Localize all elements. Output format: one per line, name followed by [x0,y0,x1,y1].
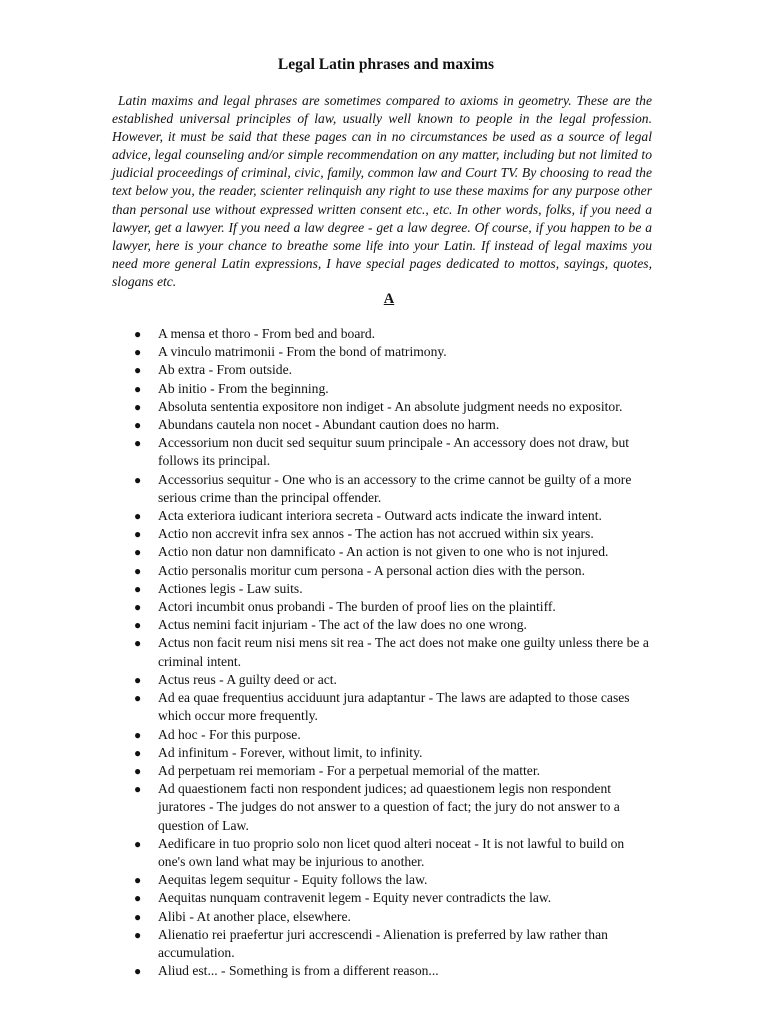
list-item [134,562,652,580]
bullet-icon: ● [134,836,142,851]
list-item [134,434,652,470]
list-item [134,671,652,689]
list-item-text: Aliud est... - Something is from a different reason... [158,963,439,979]
bullet-icon: ● [134,618,142,633]
list-item-text: Actus non facit reum nisi mens sit rea - The act does not make one guilty unless there be a criminal intent. [158,635,649,669]
list-item-text: Ad hoc - For this purpose. [158,726,301,742]
list-item [134,889,652,907]
list-item [134,598,652,616]
list-item [134,361,652,379]
list-item-text: Aequitas legem sequitur - Equity follows the law. [158,872,428,888]
list-item-text: Actus reus - A guilty deed or act. [158,671,337,687]
list-item-text: Actio non accrevit infra sex annos - The action has not accrued within six years. [158,526,594,542]
bullet-icon: ● [134,327,142,342]
list-item [134,871,652,889]
list-item [134,398,652,416]
list-item-text: A mensa et thoro - From bed and board. [158,326,376,342]
list-item [134,689,652,725]
bullet-icon: ● [134,763,142,778]
bullet-icon: ● [134,563,142,578]
list-item [134,325,652,343]
bullet-icon: ● [134,964,142,979]
list-item [134,416,652,434]
list-item-text: Actio personalis moritur cum persona - A personal action dies with the person. [158,562,585,578]
bullet-icon: ● [134,363,142,378]
list-item [134,543,652,561]
bullet-icon: ● [134,545,142,560]
document-title: Legal Latin phrases and maxims [277,56,495,73]
bullet-icon: ● [134,509,142,524]
bullet-icon: ● [134,527,142,542]
list-item-text: Ad quaestionem facti non respondent judices; ad quaestionem legis non respondent juratores - The judges do not answer to a question of fact; the jury do not answer to a question of Law. [158,781,620,833]
list-item [134,726,652,744]
list-item-text: Absoluta sententia expositore non indiget - An absolute judgment needs no expositor. [158,398,623,414]
list-item-text: Actus nemini facit injuriam - The act of the law does no one wrong. [158,617,527,633]
bullet-icon: ● [134,399,142,414]
bullet-icon: ● [134,873,142,888]
bullet-icon: ● [134,672,142,687]
list-item-text: Ad ea quae frequentius acciduunt jura adaptantur - The laws are adapted to those cases which occur more frequently. [158,690,630,724]
list-item [134,343,652,361]
list-item-text: Ad infinitum - Forever, without limit, to infinity. [158,744,423,760]
bullet-icon: ● [134,636,142,651]
bullet-icon: ● [134,418,142,433]
list-item-text: Actio non datur non damnificato - An action is not given to one who is not injured. [158,544,609,560]
bullet-icon: ● [134,909,142,924]
list-item-text: Actori incumbit onus probandi - The burden of proof lies on the plaintiff. [158,599,556,615]
list-item-text: A vinculo matrimonii - From the bond of matrimony. [158,344,447,360]
list-item-text: Accessorium non ducit sed sequitur suum principale - An accessory does not draw, but follows its principal. [158,435,630,469]
list-item [134,780,652,835]
list-item [134,744,652,762]
bullet-icon: ● [134,727,142,742]
list-item [134,762,652,780]
list-item-text: Alienatio rei praefertur juri accrescendi - Alienation is preferred by law rather than accumulation. [158,926,608,960]
list-item-text: Actiones legis - Law suits. [158,580,303,596]
list-item [134,507,652,525]
list-item [134,380,652,398]
list-item [134,908,652,926]
list-item-text: Aequitas nunquam contravenit legem - Equity never contradicts the law. [158,890,552,906]
list-item [134,835,652,871]
intro-paragraph: Latin maxims and legal phrases are sometimes compared to axioms in geometry. These are the established universal principles of law, usually well known to people in the legal profession. However, it must be said that these pages can in no circumstances be used as a source of legal advice, legal counseling and/or simple recommendation on any matter, including but not limited to judicial proceedings of criminal, civic, family, common law and Court TV. By choosing to read the text below you, the reader, scienter relinquish any right to use these maxims for any purpose other than personal use without expressed written consent etc., etc. In other words, folks, if you need a lawyer, get a lawyer. If you need a law degree - get a law degree. Of course, if you happen to be a lawyer, here is your chance to breathe some life into your Latin. If instead of legal maxims you need more general Latin expressions, I have special pages dedicated to mottos, sayings, quotes, slogans etc. [112,93,652,289]
list-item-text: Alibi - At another place, elsewhere. [158,908,351,924]
phrase-list [112,325,652,980]
bullet-icon: ● [134,381,142,396]
bullet-icon: ● [134,745,142,760]
list-item [134,616,652,634]
list-item [134,926,652,962]
list-item-text: Acta exteriora iudicant interiora secreta - Outward acts indicate the inward intent. [158,508,602,524]
list-item-text: Accessorius sequitur - One who is an accessory to the crime cannot be guilty of a more serious crime than the principal offender. [158,471,632,505]
bullet-icon: ● [134,436,142,451]
bullet-icon: ● [134,472,142,487]
list-item [134,634,652,670]
list-item [134,525,652,543]
bullet-icon: ● [134,927,142,942]
bullet-icon: ● [134,345,142,360]
bullet-icon: ● [134,600,142,615]
list-item-text: Ab extra - From outside. [158,362,293,378]
bullet-icon: ● [134,581,142,596]
list-item-text: Ab initio - From the beginning. [158,380,329,396]
list-item-text: Aedificare in tuo proprio solo non licet quod alteri noceat - It is not lawful to build on one's own land what may be injurious to another. [158,835,625,869]
list-item [134,580,652,598]
section-heading-a: A [383,291,395,308]
bullet-icon: ● [134,782,142,797]
list-item [134,962,652,980]
bullet-icon: ● [134,891,142,906]
list-item-text: Abundans cautela non nocet - Abundant caution does no harm. [158,417,500,433]
list-item [134,471,652,507]
bullet-icon: ● [134,691,142,706]
list-item-text: Ad perpetuam rei memoriam - For a perpetual memorial of the matter. [158,762,540,778]
